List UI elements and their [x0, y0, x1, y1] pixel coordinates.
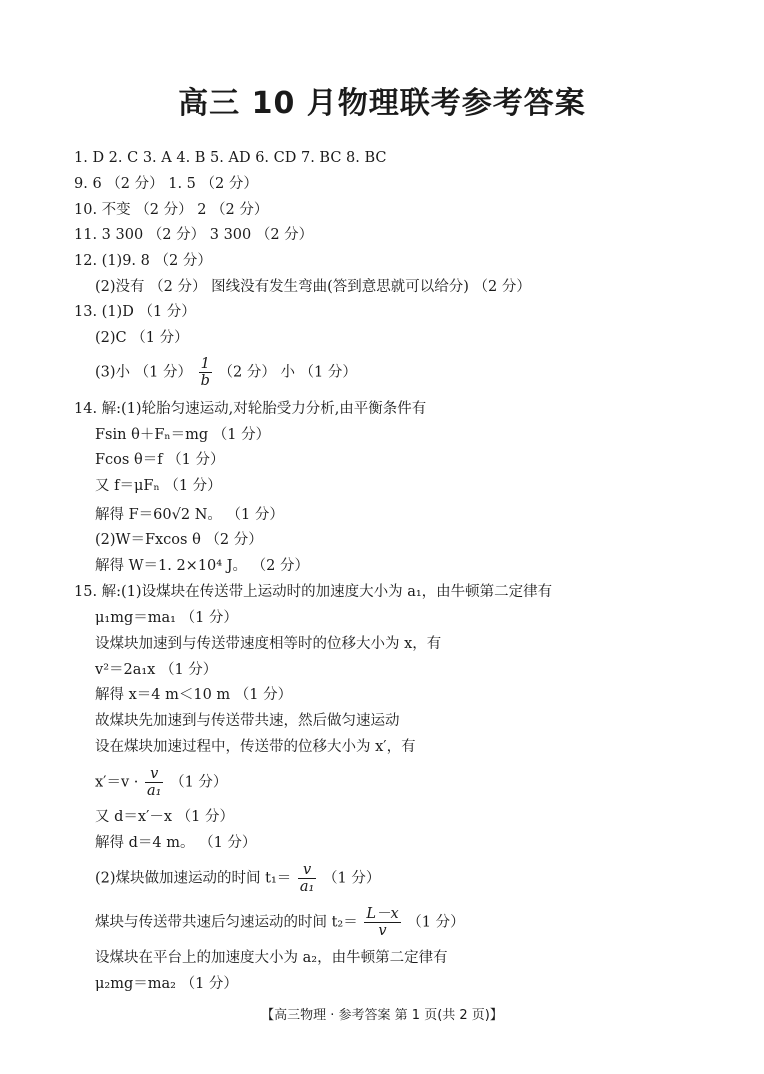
q15-line-13: 设煤块在平台上的加速度大小为 a₂，由牛顿第二定律有 [95, 950, 448, 966]
q15-line-9: 又 d＝x′－x （1 分） [95, 809, 234, 825]
q15-12-part1: 煤块与传送带共速后匀速运动的时间 t₂＝ [95, 914, 358, 931]
fraction-numerator: 1 [199, 356, 212, 373]
answer-line-13-1: 13. (1)D （1 分） [74, 304, 196, 320]
q15-line-1: 15. 解:(1)设煤块在传送带上运动时的加速度大小为 a₁，由牛顿第二定律有 [74, 584, 553, 600]
q14-line-3: Fcos θ＝f （1 分） [95, 452, 225, 468]
q14-line-4: 又 f＝μFₙ （1 分） [95, 478, 222, 494]
fraction-numerator: v [298, 862, 316, 879]
answer-line-13-2: (2)C （1 分） [95, 330, 189, 346]
q15-11-part2: （1 分） [322, 870, 381, 887]
q15-12-part2: （1 分） [407, 914, 465, 931]
page-footer: 【高三物理 · 参考答案 第 1 页(共 2 页)】 [261, 1008, 503, 1023]
q15-line-6: 故煤块先加速到与传送带共速，然后做匀速运动 [95, 713, 400, 729]
answer-line-9: 9. 6 （2 分） 1. 5 （2 分） [74, 176, 258, 192]
fraction-numerator: L－x [366, 906, 399, 922]
q14-line-6: (2)W＝Fxcos θ （2 分） [95, 532, 263, 548]
fraction-numerator: v [145, 766, 163, 783]
q14-line-2: Fsin θ＋Fₙ＝mg （1 分） [95, 427, 271, 443]
fraction-v-over-a1 [298, 862, 316, 895]
q15-line-10: 解得 d＝4 m。 （1 分） [95, 835, 257, 851]
q15-line-14: μ₂mg＝ma₂ （1 分） [95, 976, 238, 992]
answer-line-12-2: (2)没有 （2 分） 图线没有发生弯曲(答到意思就可以给分) （2 分） [95, 279, 531, 295]
fraction-denominator: b [200, 373, 210, 389]
q14-line-1: 14. 解:(1)轮胎匀速运动,对轮胎受力分析,由平衡条件有 [74, 401, 427, 417]
q15-line-12 [95, 906, 465, 939]
answer-line-10: 10. 不变 （2 分） 2 （2 分） [74, 202, 269, 218]
q15-8-part1: x′＝v · [95, 774, 143, 791]
q15-line-11 [95, 862, 380, 895]
q15-line-4: v²＝2a₁x （1 分） [95, 662, 218, 678]
answer-line-1: 1. D 2. C 3. A 4. B 5. AD 6. CD 7. BC 8. BC [74, 150, 387, 166]
fraction-denominator: a₁ [147, 783, 162, 799]
answer-line-11: 11. 3 300 （2 分） 3 300 （2 分） [74, 227, 314, 243]
q15-line-8 [95, 766, 227, 799]
q15-line-7: 设在煤块加速过程中，传送带的位移大小为 x′，有 [95, 739, 416, 755]
q14-line-7: 解得 W＝1. 2×10⁴ J。 （2 分） [95, 558, 309, 574]
q15-11-part1: (2)煤块做加速运动的时间 t₁＝ [95, 870, 292, 887]
q15-8-part2: （1 分） [170, 774, 228, 791]
answer-13-3-part1: (3)小 （1 分） [95, 364, 192, 381]
q15-line-5: 解得 x＝4 m＜10 m （1 分） [95, 687, 293, 703]
q15-line-2: μ₁mg＝ma₁ （1 分） [95, 610, 238, 626]
fraction-denominator: v [378, 923, 387, 939]
answer-line-13-3 [95, 356, 357, 389]
fraction-v-over-a1 [145, 766, 163, 799]
page-title: 高三 10 月物理联考参考答案 [178, 86, 586, 121]
fraction-1-over-b [199, 356, 212, 389]
answer-13-3-part2: （2 分） 小 （1 分） [218, 364, 357, 381]
q14-line-5: 解得 F＝60√2 N。 （1 分） [95, 507, 284, 523]
fraction-l-minus-x-over-v [364, 906, 400, 939]
answer-line-12-1: 12. (1)9. 8 （2 分） [74, 253, 212, 269]
q15-line-3: 设煤块加速到与传送带速度相等时的位移大小为 x，有 [95, 636, 442, 652]
fraction-denominator: a₁ [299, 879, 315, 895]
